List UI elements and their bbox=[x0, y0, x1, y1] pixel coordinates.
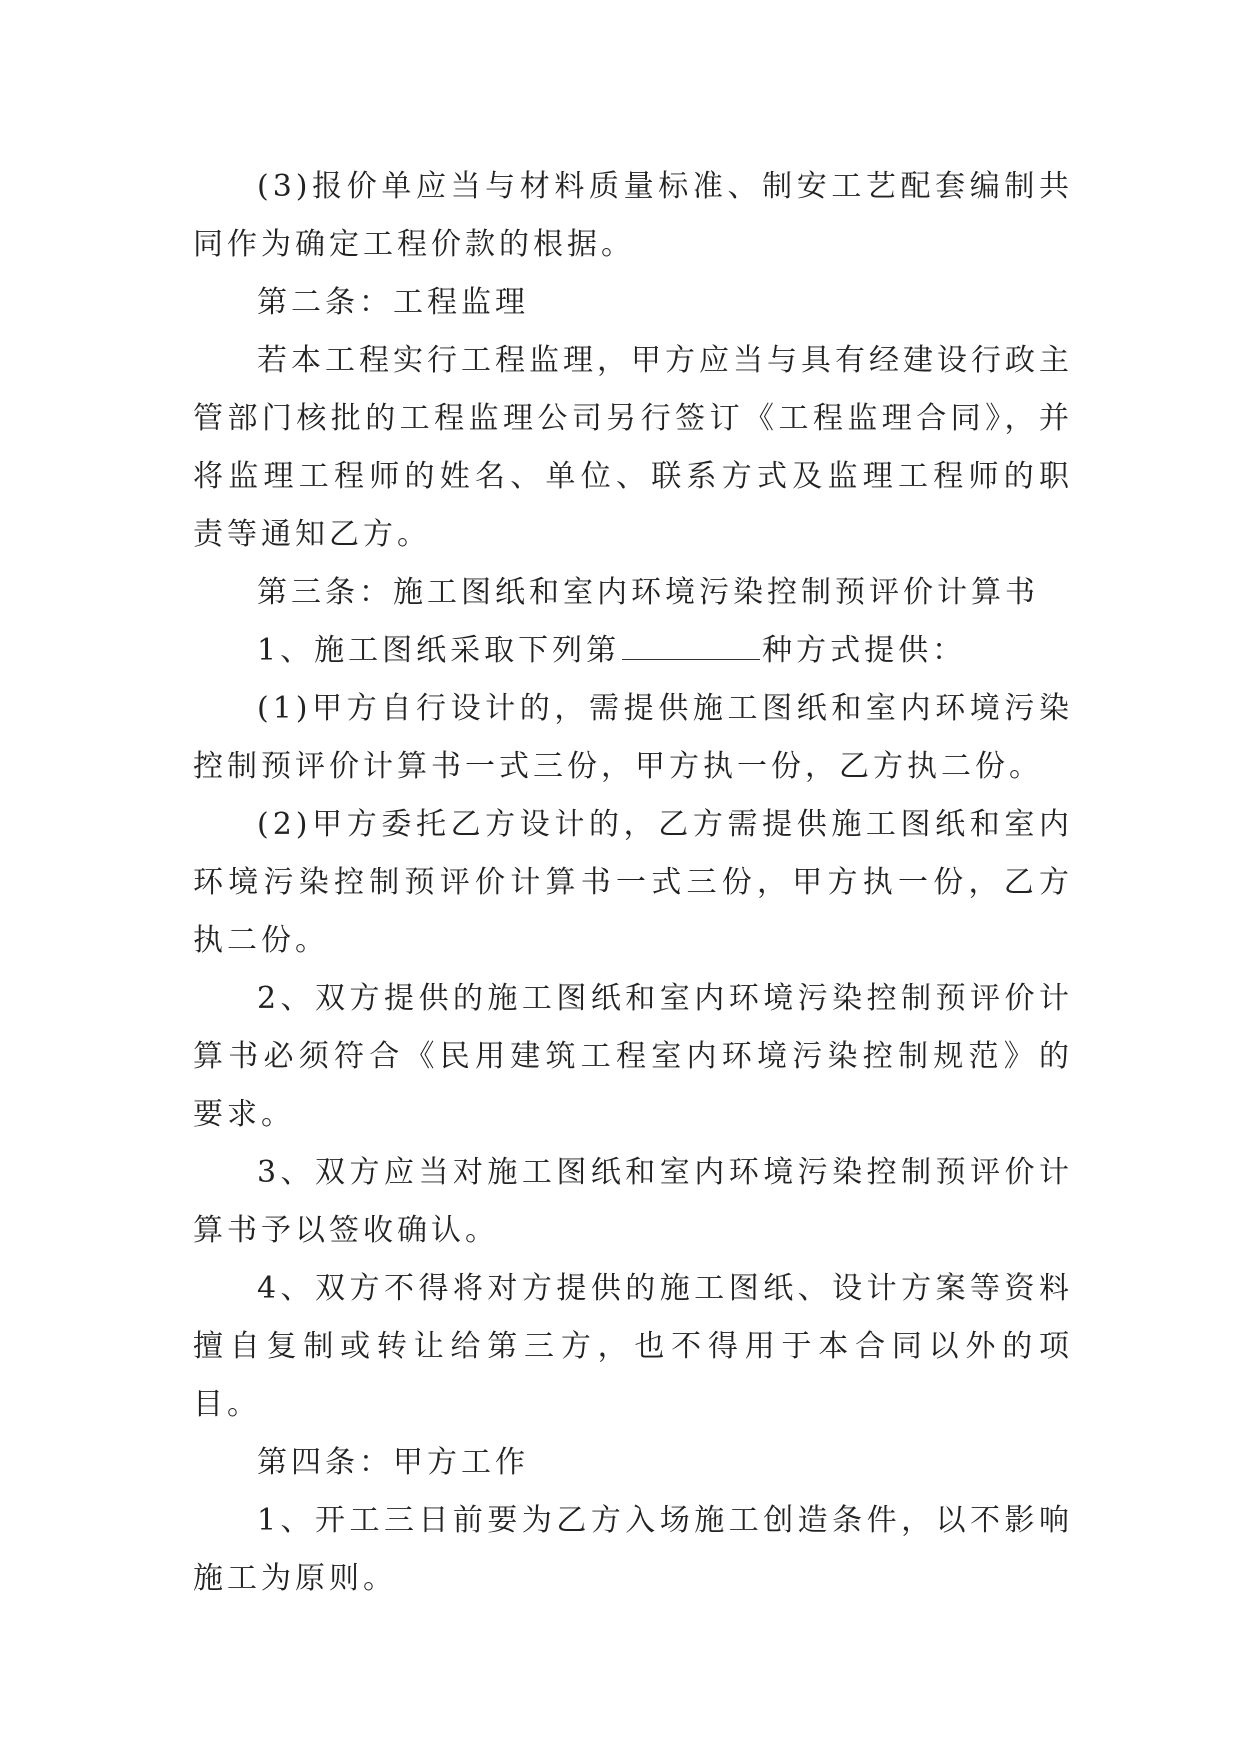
paragraph-item-4: 4、双方不得将对方提供的施工图纸、设计方案等资料擅自复制或转让给第三方，也不得用于本合同以外的项目。 bbox=[193, 1271, 1073, 1422]
paragraph-option-1: (1)甲方自行设计的，需提供施工图纸和室内环境污染控制预评价计算书一式三份，甲方执一份，乙方执二份。 bbox=[193, 691, 1073, 784]
paragraph-item-2: 2、双方提供的施工图纸和室内环境污染控制预评价计算书必须符合《民用建筑工程室内环境污染控制规范》的要求。 bbox=[193, 981, 1073, 1132]
fill-in-blank bbox=[622, 635, 760, 660]
paragraph-party-a-item-1: 1、开工三日前要为乙方入场施工创造条件，以不影响施工为原则。 bbox=[193, 1503, 1073, 1596]
paragraph-quote-basis: (3)报价单应当与材料质量标准、制安工艺配套编制共同作为确定工程价款的根据。 bbox=[193, 169, 1073, 262]
heading-article-4: 第四条：甲方工作 bbox=[257, 1445, 529, 1480]
paragraph-item-3: 3、双方应当对施工图纸和室内环境污染控制预评价计算书予以签收确认。 bbox=[193, 1155, 1073, 1248]
document-body bbox=[193, 158, 1073, 1608]
paragraph-drawing-method bbox=[193, 622, 1073, 680]
paragraph-supervision: 若本工程实行工程监理，甲方应当与具有经建设行政主管部门核批的工程监理公司另行签订《工程监理合同》，并将监理工程师的姓名、单位、联系方式及监理工程师的职责等通知乙方。 bbox=[193, 343, 1073, 552]
drawing-method-text-before: 1、施工图纸采取下列第 bbox=[257, 633, 621, 668]
drawing-method-text-after: 种方式提供： bbox=[762, 633, 967, 668]
paragraph-option-2: (2)甲方委托乙方设计的，乙方需提供施工图纸和室内环境污染控制预评价计算书一式三份，甲方执一份，乙方执二份。 bbox=[193, 807, 1073, 958]
heading-article-2: 第二条：工程监理 bbox=[257, 285, 529, 320]
heading-article-3: 第三条：施工图纸和室内环境污染控制预评价计算书 bbox=[257, 575, 1039, 610]
